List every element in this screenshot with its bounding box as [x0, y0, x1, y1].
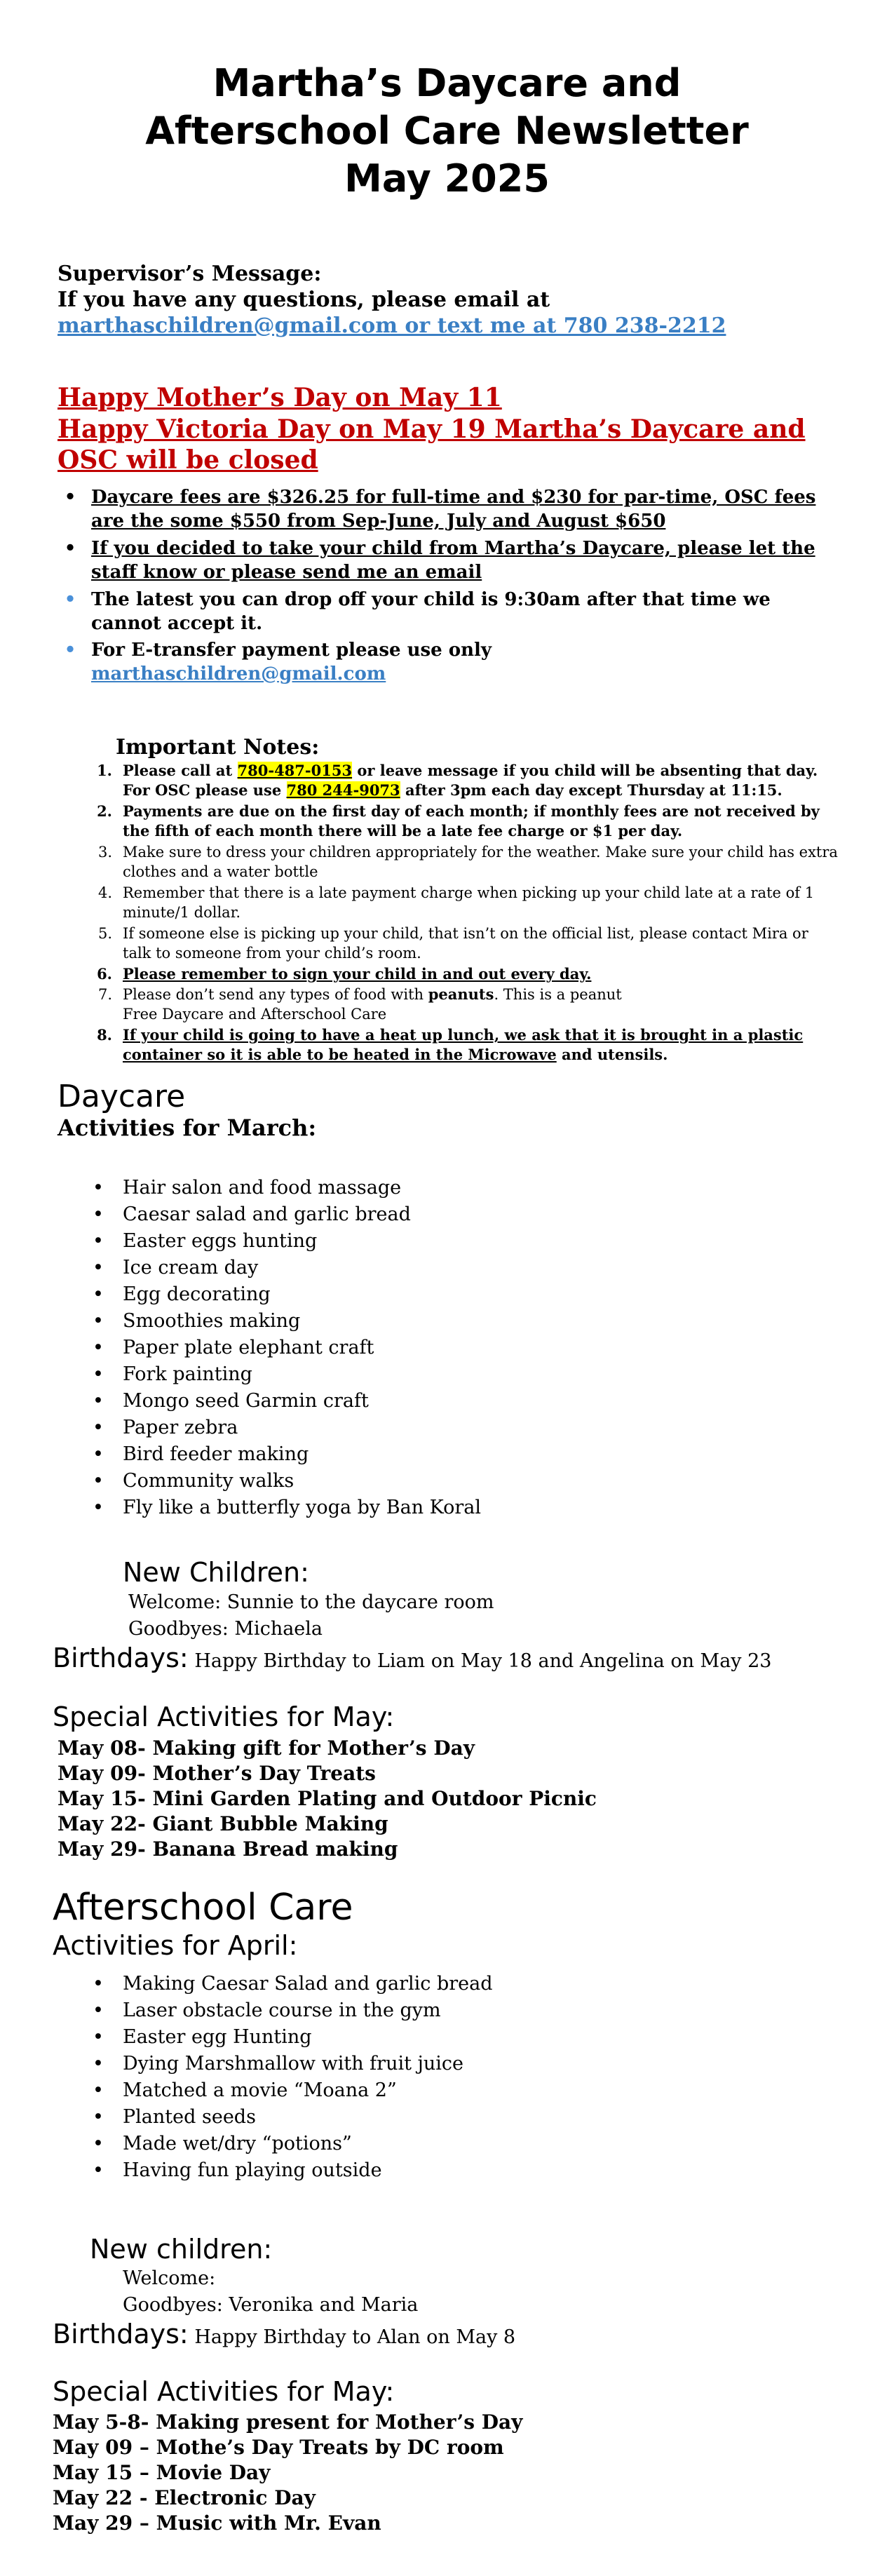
note-4: 4. Remember that there is a late payment charge when picking up your child late at a rate of 1 minute/1 dollar.: [97, 884, 815, 921]
list-item: May 15- Mini Garden Plating and Outdoor Picnic: [57, 1787, 597, 1810]
bullet-fees: [64, 485, 834, 533]
list-item: May 22 - Electronic Day: [53, 2486, 316, 2509]
note-5-text: If someone else is picking up your child, that isn’t on the official list, please contact Mira or talk to someone from your child’s room.: [123, 925, 808, 962]
list-item: May 09- Mother’s Day Treats: [57, 1762, 376, 1785]
mothers-day-notice: Happy Mother’s Day on May 11: [57, 383, 502, 412]
note-1: 1. Please call at 780-487-0153 or leave message if you child will be absenting that day. For OSC please use 780 244-9073 after 3pm each day except Thursday at 11:15.: [97, 762, 818, 799]
note-8-text-b: and utensils.: [556, 1046, 668, 1063]
list-item: • Paper plate elephant craft: [123, 1335, 754, 1361]
note-5: 5. If someone else is picking up your child, that isn’t on the official list, please contact Mira or talk to someone from your child’s room.: [97, 925, 808, 962]
bullet-withdraw: [64, 537, 834, 584]
note-2: 2. Payments are due on the first day of each month; if monthly fees are not received by the fifth of each month there will be a late fee charge or $1 per day.: [97, 802, 820, 839]
supervisor-message: [57, 261, 843, 339]
bullet-icon: •: [93, 1257, 104, 1279]
bullet-icon: •: [93, 1390, 104, 1412]
etransfer-email-link[interactable]: marthaschildren@gmail.com: [91, 663, 386, 685]
daycare-phone[interactable]: 780-487-0153: [237, 762, 353, 779]
afterschool-birthdays-label: Birthdays:: [53, 2319, 189, 2349]
bullet-dropoff: [64, 588, 834, 635]
title-line-2: Afterschool Care Newsletter: [145, 109, 749, 153]
bullet-etransfer: [64, 638, 834, 686]
bullet-icon: •: [93, 1443, 104, 1465]
daycare-activities-list: [93, 1175, 754, 1521]
note-7-peanuts: peanuts: [428, 985, 494, 1003]
bullet-dropoff-text: The latest you can drop off your child is 9:30am after that time we cannot accept it.: [91, 589, 771, 634]
note-4-text: Remember that there is a late payment charge when picking up your child late at a rate of 1 minute/1 dollar.: [123, 884, 815, 921]
bullet-icon: •: [93, 1363, 104, 1385]
bullet-icon: •: [93, 2159, 104, 2181]
bullet-fees-text: Daycare fees are $326.25 for full-time and $230 for par-time, OSC fees are the some $550 from Sep-June, July and August $650: [91, 487, 816, 532]
osc-phone[interactable]: 780 244-9073: [286, 781, 400, 799]
bullet-icon: •: [93, 1283, 104, 1305]
list-item: • Community walks: [123, 1468, 754, 1495]
bullet-icon: •: [93, 1470, 104, 1492]
title-line-3: May 2025: [344, 156, 550, 201]
note-7: 7. Please don’t send any types of food with peanuts. This is a peanut Free Daycare and Afterschool Care: [97, 985, 622, 1023]
note-1-text-b: or leave message if you child will be absenting that day. For OSC please use: [123, 762, 818, 799]
daycare-special-title: Special Activities for May:: [53, 1701, 395, 1732]
afterschool-welcome: Welcome:: [123, 2267, 216, 2289]
daycare-heading: Daycare: [57, 1079, 186, 1114]
list-item: • Easter egg Hunting: [123, 2024, 754, 2051]
afterschool-heading: Afterschool Care: [53, 1887, 353, 1929]
list-item: • Planted seeds: [123, 2104, 754, 2131]
list-item: • Dying Marshmallow with fruit juice: [123, 2051, 754, 2077]
supervisor-contact-link[interactable]: marthaschildren@gmail.com or text me at 780 238-2212: [57, 313, 726, 338]
victoria-day-notice: Happy Victoria Day on May 19 Martha’s Daycare and OSC will be closed: [57, 414, 806, 475]
list-item: • Smoothies making: [123, 1308, 754, 1335]
list-item: • Egg decorating: [123, 1281, 754, 1308]
list-item: May 22- Giant Bubble Making: [57, 1812, 388, 1835]
list-item: • Caesar salad and garlic bread: [123, 1201, 754, 1228]
note-7-text-a: Please don’t send any types of food with: [123, 986, 428, 1003]
afterschool-activities-title: Activities for April:: [53, 1930, 298, 1961]
list-item: May 29- Banana Bread making: [57, 1837, 398, 1861]
daycare-goodbyes: Goodbyes: Michaela: [128, 1618, 323, 1640]
list-item: • Laser obstacle course in the gym: [123, 1997, 754, 2024]
afterschool-birthdays-text: Happy Birthday to Alan on May 8: [188, 2326, 516, 2348]
bullet-icon: •: [64, 589, 76, 610]
bullet-icon: •: [93, 2053, 104, 2075]
list-item: • Paper zebra: [123, 1415, 754, 1441]
daycare-welcome: Welcome: Sunnie to the daycare room: [128, 1591, 494, 1613]
daycare-birthdays-label: Birthdays:: [53, 1643, 189, 1673]
note-8: 8. If your child is going to have a heat up lunch, we ask that it is brought in a plastic container so it is able to be heated in the Microwave and utensils.: [97, 1026, 804, 1063]
list-item: • Matched a movie “Moana 2”: [123, 2077, 754, 2104]
list-item: • Hair salon and food massage: [123, 1175, 754, 1201]
bullet-icon: •: [93, 1310, 104, 1332]
afterschool-goodbyes: Goodbyes: Veronika and Maria: [123, 2294, 419, 2316]
list-item: May 29 – Music with Mr. Evan: [53, 2511, 381, 2535]
note-7-text-d: Free Daycare and Afterschool Care: [123, 1006, 387, 1023]
list-item: • Mongo seed Garmin craft: [123, 1388, 754, 1415]
bullet-etransfer-text: For E-transfer payment please use only: [91, 640, 492, 661]
bullet-icon: •: [93, 2000, 104, 2021]
supervisor-line: If you have any questions, please email at: [57, 288, 550, 312]
afterschool-activities-list: [93, 1971, 754, 2184]
supervisor-heading: Supervisor’s Message:: [57, 262, 322, 286]
list-item: • Making Caesar Salad and garlic bread: [123, 1971, 754, 1997]
note-8-text-a: If your child is going to have a heat up lunch, we ask that it is brought in a plastic container so it is able to be heated in the Microwave: [123, 1026, 804, 1063]
bullet-icon: •: [93, 1203, 104, 1225]
list-item: May 08- Making gift for Mother’s Day: [57, 1737, 475, 1760]
note-1-text-a: Please call at: [123, 762, 238, 779]
bullet-icon: •: [93, 1337, 104, 1358]
afterschool-special-title: Special Activities for May:: [53, 2376, 395, 2407]
note-6: 6. Please remember to sign your child in and out every day.: [97, 965, 592, 983]
daycare-new-children-title: New Children:: [123, 1557, 309, 1588]
bullet-icon: •: [93, 1497, 104, 1518]
newsletter-title: [0, 60, 894, 203]
afterschool-special-list: [53, 2410, 754, 2536]
note-7-text-c: . This is a peanut: [494, 986, 622, 1003]
bullet-icon: •: [93, 2106, 104, 2128]
list-item: • Fork painting: [123, 1361, 754, 1388]
daycare-birthdays: [53, 1644, 772, 1675]
daycare-activities-title: Activities for March:: [57, 1114, 317, 1141]
list-item: • Easter eggs hunting: [123, 1228, 754, 1255]
bullet-icon: •: [93, 1973, 104, 1995]
bullet-icon: •: [93, 1417, 104, 1438]
bullet-icon: •: [93, 2133, 104, 2154]
list-item: May 09 – Mothe’s Day Treats by DC room: [53, 2436, 504, 2459]
title-line-1: Martha’s Daycare and: [212, 61, 682, 105]
note-3-text: Make sure to dress your children appropriately for the weather. Make sure your child has extra clothes and a water bottle: [123, 844, 838, 880]
list-item: • Bird feeder making: [123, 1441, 754, 1468]
bullet-withdraw-text: If you decided to take your child from Martha’s Daycare, please let the staff know or please send me an email: [91, 538, 815, 583]
bullet-icon: •: [93, 2026, 104, 2048]
daycare-birthdays-text: Happy Birthday to Liam on May 18 and Angelina on May 23: [188, 1650, 772, 1672]
list-item: • Fly like a butterfly yoga by Ban Koral: [123, 1495, 754, 1521]
list-item: • Made wet/dry “potions”: [123, 2131, 754, 2157]
list-item: • Ice cream day: [123, 1255, 754, 1281]
list-item: • Having fun playing outside: [123, 2157, 754, 2184]
daycare-special-list: [57, 1736, 759, 1862]
bullet-icon: •: [93, 2079, 104, 2101]
bullet-icon: •: [64, 640, 76, 661]
note-3: 3. Make sure to dress your children appropriately for the weather. Make sure your child has extra clothes and a water bottle: [97, 844, 838, 880]
note-2-text: Payments are due on the first day of each month; if monthly fees are not received by the fifth of each month there will be a late fee charge or $1 per day.: [123, 802, 820, 839]
afterschool-birthdays: [53, 2320, 515, 2352]
bullet-icon: •: [93, 1177, 104, 1199]
list-item: May 5-8- Making present for Mother’s Day: [53, 2410, 523, 2434]
bullet-icon: •: [64, 487, 76, 508]
note-6-text: Please remember to sign your child in and out every day.: [123, 965, 592, 983]
note-1-text-c: after 3pm each day except Thursday at 11:15.: [400, 781, 783, 799]
bullet-icon: •: [93, 1230, 104, 1252]
list-item: May 15 – Movie Day: [53, 2461, 271, 2484]
afterschool-new-children-title: New children:: [90, 2234, 273, 2265]
important-notes-heading: Important Notes:: [116, 735, 320, 760]
bullet-icon: •: [64, 538, 76, 559]
